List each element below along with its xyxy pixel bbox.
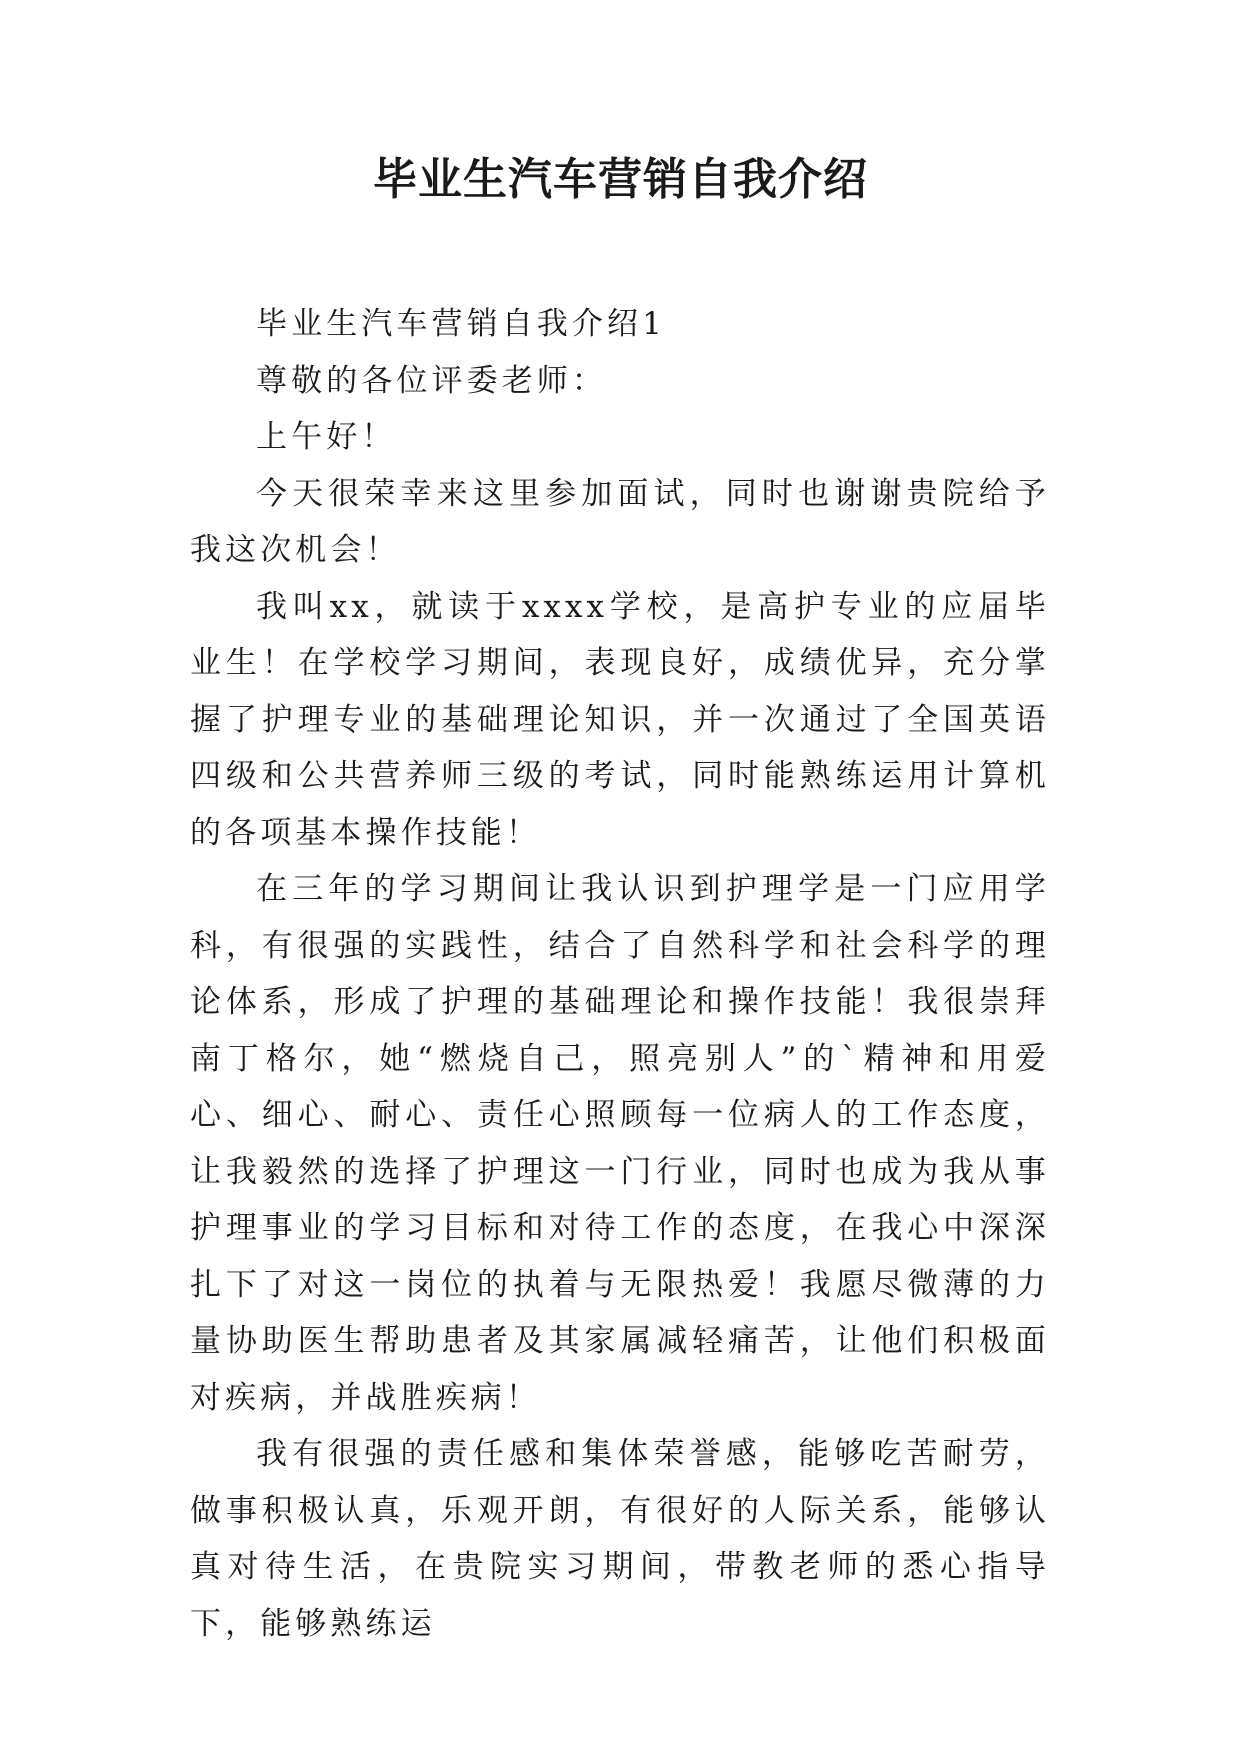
paragraph: 我叫xx，就读于xxxx学校，是高护专业的应届毕业生！在学校学习期间，表现良好，成绩优异，充分掌握了护理专业的基础理论知识，并一次通过了全国英语四级和公共营养师三级的考试，同时能熟练运用计算机的各项基本操作技能！ xyxy=(190,588,1050,851)
paragraph: 在三年的学习期间让我认识到护理学是一门应用学科，有很强的实践性，结合了自然科学和社会科学的理论体系，形成了护理的基础理论和操作技能！我很崇拜南丁格尔，她“燃烧自己，照亮别人”的`精神和用爱心、细心、耐心、责任心照顾每一位病人的工作态度，让我毅然的选择了护理这一门行业，同时也成为我从事护理事业的学习目标和对待工作的态度，在我心中深深扎下了对这一岗位的执着与无限热爱！我愿尽微薄的力量协助医生帮助患者及其家属减轻痛苦，让他们积极面对疾病，并战胜疾病！ xyxy=(190,871,1051,1416)
document-title: 毕业生汽车营销自我介绍 xyxy=(373,154,868,205)
paragraph: 我有很强的责任感和集体荣誉感，能够吃苦耐劳，做事积极认真，乐观开朗，有很好的人际关系，能够认真对待生活，在贵院实习期间，带教老师的悉心指导下，能够熟练运 xyxy=(190,1436,1050,1642)
paragraph: 今天很荣幸来这里参加面试，同时也谢谢贵院给予我这次机会！ xyxy=(190,475,1050,568)
paragraph-salutation: 尊敬的各位评委老师： xyxy=(256,362,607,399)
document-body xyxy=(190,296,1050,1652)
paragraph-heading: 毕业生汽车营销自我介绍1 xyxy=(256,306,666,342)
paragraph-greeting: 上午好！ xyxy=(256,419,397,455)
